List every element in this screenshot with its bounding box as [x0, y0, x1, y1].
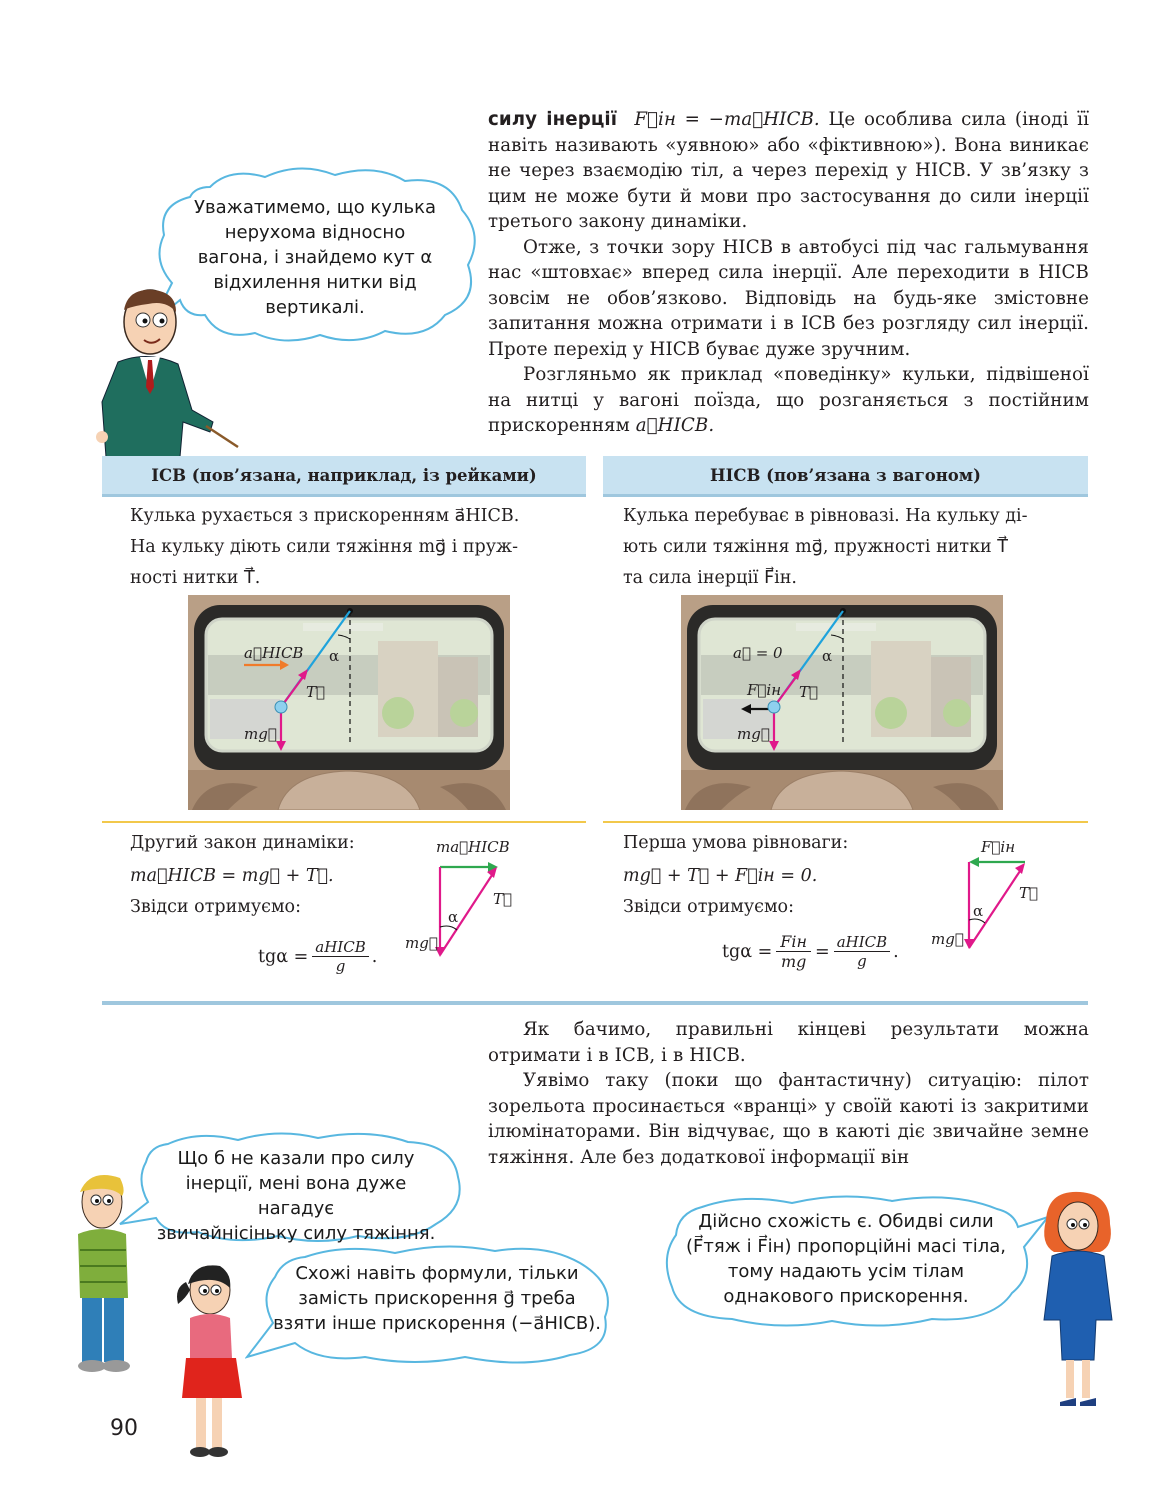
- right-train-window-figure: [681, 595, 1003, 810]
- left-line-2: На кульку діють сили тяжіння mg⃗ і пруж-: [130, 537, 519, 557]
- right-divider: [603, 821, 1088, 823]
- left-result-lhs: tgα =: [258, 946, 309, 967]
- right-fig-label-alpha: α: [822, 647, 833, 665]
- left-fig-label-T: T⃗: [306, 683, 326, 701]
- left-column-text: [130, 501, 570, 594]
- right-fig-label-a: a⃗ = 0: [733, 644, 783, 662]
- boy-line-3: звичайнісіньку силу тяжіння.: [156, 1223, 436, 1244]
- girl-line-1: Схожі навіть формули, тільки: [295, 1263, 579, 1284]
- teacher-line-1: Уважатимемо, що кулька: [194, 197, 436, 218]
- page-number: 90: [110, 1416, 138, 1441]
- right-column-text: [623, 501, 1073, 594]
- right-tri-label-alpha: α: [973, 902, 984, 920]
- right-hence: Звідси отримуємо:: [623, 897, 794, 917]
- right-fig-label-T: T⃗: [799, 683, 819, 701]
- right-tri-label-right: T⃗: [1019, 884, 1039, 902]
- woman-illustration: [1030, 1190, 1120, 1415]
- left-train-window-figure: [188, 595, 510, 810]
- teacher-line-4: відхилення нитки від: [213, 272, 417, 293]
- woman-line-1: Дійсно схожість є. Обидві сили: [698, 1211, 994, 1232]
- left-divider: [102, 821, 586, 823]
- intro-p1: називають «уявною» або «фіктивною»). Вона виникає не через взаємодію тіл, а через перехід у НІСВ. У зв’язку з цим не може бути й мови про застосування до сили інерції третього закону динаміки.: [488, 134, 1089, 232]
- teacher-line-5: вертикалі.: [265, 297, 365, 318]
- right-fig-label-mg: mg⃗: [737, 725, 770, 743]
- left-tri-label-left: mg⃗: [405, 934, 438, 952]
- left-law-block: [130, 828, 390, 923]
- right-fig-label-F: F⃗ін: [747, 681, 782, 699]
- intro-text: [488, 107, 1089, 439]
- outro-p1: Як бачимо, правильні кінцеві результати можна отримати і в ІСВ, і в НІСВ.: [488, 1019, 1089, 1066]
- left-hence: Звідси отримуємо:: [130, 897, 301, 917]
- teacher-line-3: вагона, і знайдемо кут α: [197, 247, 433, 268]
- woman-line-2: (F⃗тяж і F⃗ін) пропорційні масі тіла,: [685, 1236, 1007, 1257]
- woman-line-3: тому надають усім тілам: [727, 1261, 965, 1282]
- right-line-1: Кулька перебуває в рівновазі. На кульку ді-: [623, 506, 1028, 526]
- right-column-header: НІСВ (пов’язана з вагоном): [603, 456, 1088, 497]
- right-law-eq: mg⃗ + T⃗ + F⃗ін = 0.: [623, 866, 818, 886]
- boy-speech-bubble: [118, 1132, 463, 1242]
- right-line-2: ють сили тяжіння mg⃗, пружності нитки T⃗: [623, 537, 1008, 557]
- right-result-formula: tgα = Fін mg = aНІСВ g .: [722, 932, 899, 971]
- girl-illustration: [172, 1258, 247, 1463]
- left-line-3: ності нитки T⃗.: [130, 568, 261, 588]
- intro-bold: силу інерції: [488, 109, 618, 130]
- girl-line-2: замість прискорення g⃗ треба: [298, 1288, 576, 1309]
- left-result-den: g: [335, 957, 346, 975]
- outro-p2: Уявімо таку (поки що фантастичну) ситуацію: пілот зорельота просинається «вранці» у своїй каюті із закритими ілюмінаторами. Він відчуває, що в каюті діє звичайне земне тяжіння. Але без додаткової інформації він: [488, 1070, 1089, 1168]
- left-result-formula: tgα = aНІСВ g .: [258, 938, 378, 975]
- boy-line-1: Що б не казали про силу: [177, 1148, 415, 1169]
- boy-line-2: інерції, мені вона дуже нагадує: [185, 1173, 407, 1219]
- boy-illustration: [70, 1170, 140, 1375]
- left-tri-label-top: ma⃗НІСВ: [436, 838, 510, 856]
- left-fig-label-a: a⃗НІСВ: [244, 644, 304, 662]
- left-line-1: Кулька рухається з прискоренням a⃗НІСВ.: [130, 506, 520, 526]
- woman-line-4: однакового прискорення.: [723, 1286, 969, 1307]
- woman-speech-bubble: [662, 1195, 1050, 1330]
- intro-formula: F⃗ін = −ma⃗НІСВ.: [634, 109, 820, 130]
- left-force-triangle: [400, 832, 520, 962]
- left-result-num: aНІСВ: [312, 938, 368, 957]
- right-result-den1: mg: [780, 952, 807, 971]
- intro-p3: Розгляньмо як приклад «поведінку» кульки, підвішеної на нитці у вагоні поїзда, що розганяється з постійним прискоренням: [488, 364, 1089, 436]
- table-bottom-rule: [102, 1001, 1088, 1005]
- right-result-num2: aНІСВ: [834, 933, 890, 952]
- left-law-title: Другий закон динаміки:: [130, 833, 355, 853]
- right-tri-label-left: mg⃗: [931, 930, 964, 948]
- teacher-line-2: нерухома відносно: [224, 222, 406, 243]
- left-fig-label-mg: mg⃗: [244, 725, 277, 743]
- girl-line-3: взяти інше прискорення (−a⃗НІСВ).: [273, 1313, 601, 1334]
- right-law-title: Перша умова рівноваги:: [623, 833, 849, 853]
- girl-speech-bubble: [245, 1245, 615, 1365]
- right-law-block: [623, 828, 903, 923]
- right-line-3: та сила інерції F⃗ін.: [623, 568, 797, 588]
- teacher-illustration: [88, 282, 248, 457]
- left-tri-label-right: T⃗: [493, 890, 513, 908]
- left-law-eq: ma⃗НІСВ = mg⃗ + T⃗.: [130, 866, 334, 886]
- left-column-header: ІСВ (пов’язана, наприклад, із рейками): [102, 456, 586, 497]
- right-tri-label-top: F⃗ін: [981, 838, 1016, 856]
- right-result-lhs: tgα =: [722, 941, 773, 962]
- intro-p2: Отже, з точки зору НІСВ в автобусі під час гальмування нас «штовхає» вперед сила інерції. Але переходити в НІСВ зовсім не обов’язково. Відповідь на будь-яке змістовне запитання можна отримати і в ІСВ без розгляду сил інерції. Проте перехід у НІСВ буває дуже зручним.: [488, 236, 1089, 360]
- right-force-triangle: [925, 828, 1045, 958]
- right-result-num1: Fін: [776, 932, 811, 952]
- left-fig-label-alpha: α: [329, 647, 340, 665]
- outro-text: [488, 1017, 1089, 1170]
- left-tri-label-alpha: α: [448, 908, 459, 926]
- intro-line1: Це особлива сила (іноді її навіть: [488, 109, 1090, 156]
- right-result-den2: g: [857, 952, 867, 970]
- intro-p3-formula: a⃗НІСВ.: [635, 415, 715, 436]
